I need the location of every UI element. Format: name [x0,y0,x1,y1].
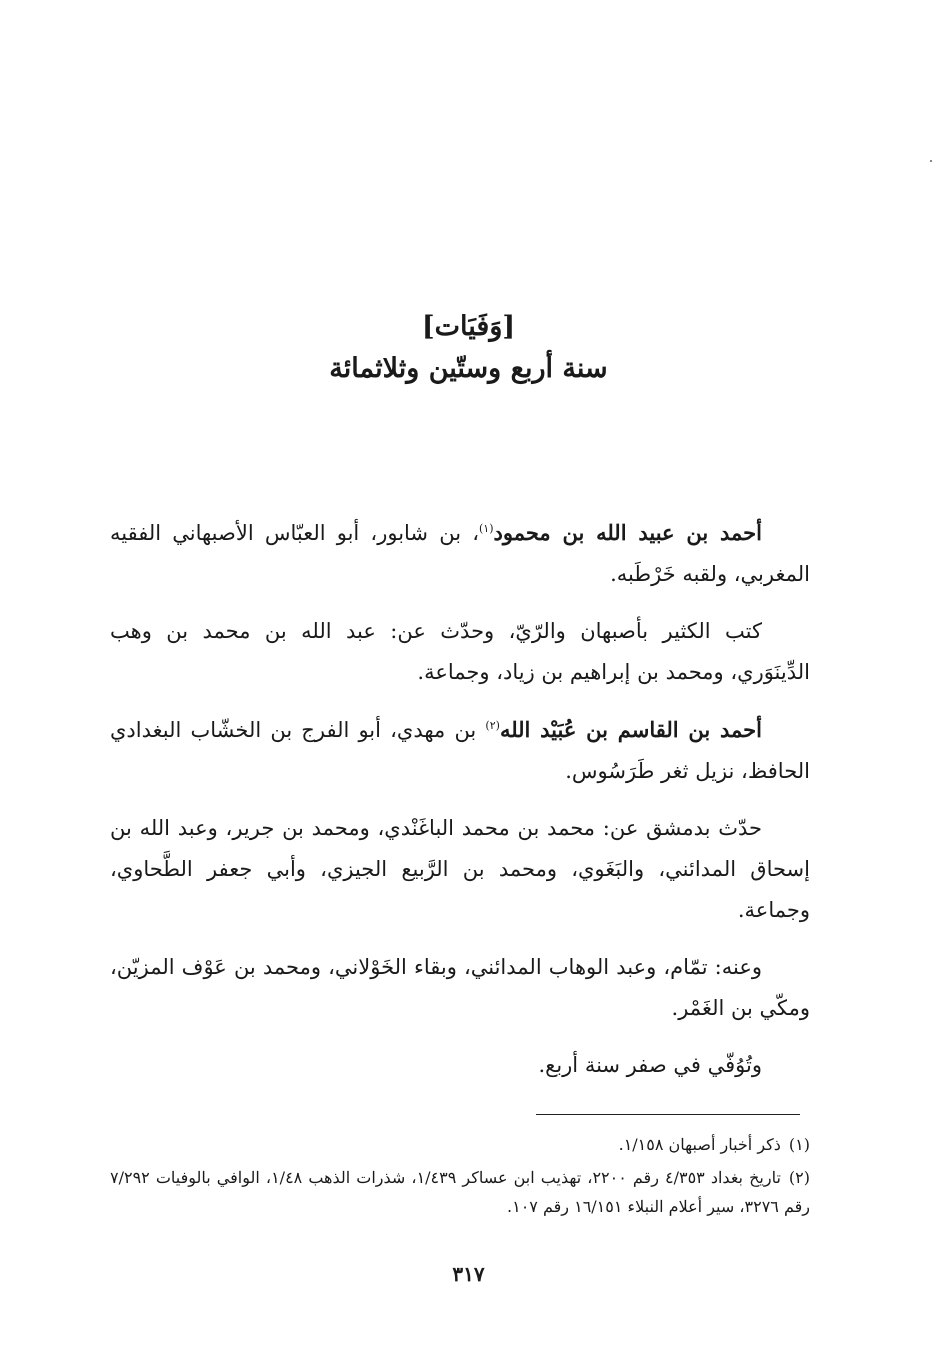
footnotes [110,1130,810,1225]
footnote-text: ذكر أخبار أصبهان ١/١٥٨. [618,1135,781,1154]
scan-speck [930,160,932,162]
entry-paragraph [110,709,810,792]
footnote-text: تاريخ بغداد ٤/٣٥٣ رقم ٢٢٠٠، تهذيب ابن عساكر ١/٤٣٩، شذرات الذهب ١/٤٨، الوافي بالوفيات ٧/٢٩٢ رقم ٣٢٧٦، سير أعلام النبلاء ١٦/١٥١ رقم ١٠٧. [110,1168,810,1216]
footnote [110,1130,810,1159]
entry-paragraph [110,808,810,931]
entry-text: بن مهدي، أبو الفرج بن الخشّاب البغدادي الحافظ، نزيل ثغر طَرَسُوس. [110,718,810,783]
entry-text: وتُوُفّي في صفر سنة أربع. [538,1053,762,1077]
year-heading: سنة أربع وستّين وثلاثمائة [329,353,608,384]
entry-name: أحمد بن القاسم بن عُبَيْد الله [499,717,762,742]
entry-text: وعنه: تمّام، وعبد الوهاب المدائني، وبقاء الخَوْلاني، ومحمد بن عَوْف المزيّن، ومكّي بن الغَمْر. [110,955,810,1020]
entry-paragraph [110,1045,810,1086]
footnote-number: (١) [788,1135,810,1154]
entry-paragraph [110,947,810,1029]
footnote-separator [536,1114,800,1115]
entry-name: أحمد بن عبيد الله بن محمود [493,520,762,545]
footnote-reference: (١) [478,522,494,535]
entry-paragraph [110,512,810,595]
entry-paragraph [110,611,810,693]
footnote-reference: (٢) [485,719,500,732]
footnote [110,1163,810,1221]
entry-text: كتب الكثير بأصبهان والرّيّ، وحدّث عن: عبد الله بن محمد بن وهب الدِّينَوَري، ومحمد بن إبراهيم بن زياد، وجماعة. [110,619,810,684]
entry-text: حدّث بدمشق عن: محمد بن محمد الباغَنْدي، ومحمد بن جرير، وعبد الله بن إسحاق المدائني، والبَغَوي، ومحمد بن الرَّبيع الجيزي، وأبي جعفر الطَّحاوي، وجماعة. [110,816,810,922]
page-number: ٣١٧ [452,1262,485,1286]
section-heading: [وَفَيَات] [421,311,516,342]
body-text [110,512,810,1086]
entry-text: ، بن شابور، أبو العبّاس الأصبهاني الفقيه المغربي، ولقبه خَرْطَبه. [110,521,810,586]
footnote-number: (٢) [788,1168,810,1187]
